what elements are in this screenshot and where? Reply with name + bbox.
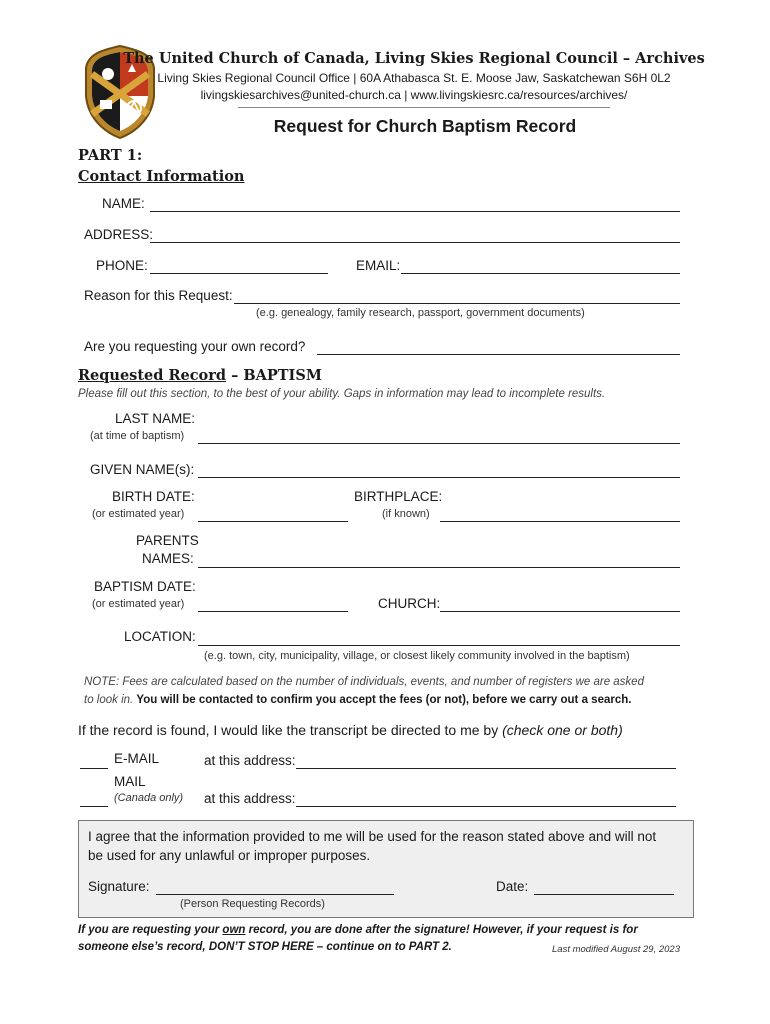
form-title: Request for Church Baptism Record	[273, 116, 577, 136]
name-field[interactable]	[150, 211, 680, 212]
baptism-date-hint: (or estimated year)	[92, 598, 185, 610]
last-modified: Last modified August 29, 2023	[552, 944, 680, 955]
mail-option-checkbox[interactable]	[80, 806, 108, 807]
address-label: ADDRESS:	[84, 227, 154, 242]
given-names-field[interactable]	[198, 477, 680, 478]
org-title: The United Church of Canada, Living Skies Regional Council – Archives	[123, 50, 705, 67]
parents-label-line2: NAMES:	[142, 551, 194, 566]
church-field[interactable]	[440, 611, 680, 612]
fees-note-bold: You will be contacted to confirm you accept the fees (or not), before we carry out a search.	[136, 694, 632, 706]
fees-note-italic: to look in.	[84, 694, 137, 706]
given-names-label: GIVEN NAME(s):	[90, 462, 195, 477]
part1-label: PART 1:	[78, 147, 143, 164]
signature-field[interactable]	[156, 894, 394, 895]
agreement-line1: I agree that the information provided to me will be used for the reason stated above and will not	[88, 829, 657, 844]
mail-delivery-address-field[interactable]	[296, 806, 676, 807]
own-record-field[interactable]	[317, 354, 680, 355]
location-field[interactable]	[198, 645, 680, 646]
fees-note-line1: NOTE: Fees are calculated based on the number of individuals, events, and number of registers we are asked	[84, 676, 644, 688]
mail-at-address-label: at this address:	[204, 791, 296, 806]
email-option-checkbox[interactable]	[80, 768, 108, 769]
reason-hint: (e.g. genealogy, family research, passport, government documents)	[256, 307, 585, 319]
office-address: Living Skies Regional Council Office | 60A Athabasca St. E. Moose Jaw, Saskatchewan S6H 0L2	[157, 71, 671, 85]
email-label: EMAIL:	[356, 258, 401, 273]
birth-date-label: BIRTH DATE:	[112, 489, 195, 504]
reason-field[interactable]	[234, 303, 680, 304]
requested-record-heading	[78, 367, 322, 384]
parents-label-line1: PARENTS	[136, 533, 199, 548]
phone-label: PHONE:	[96, 258, 148, 273]
fees-note-line2	[84, 694, 631, 706]
own-record-label: Are you requesting your own record?	[84, 339, 306, 354]
contact-line: livingskiesarchives@united-church.ca | www.livingskiesrc.ca/resources/archives/	[200, 88, 628, 102]
header-divider	[238, 107, 610, 108]
mail-option-hint: (Canada only)	[114, 792, 184, 804]
signature-hint: (Person Requesting Records)	[180, 898, 325, 910]
delivery-prompt	[78, 722, 623, 738]
name-label: NAME:	[102, 196, 145, 211]
birth-date-field[interactable]	[198, 521, 348, 522]
date-field[interactable]	[534, 894, 674, 895]
signature-label: Signature:	[88, 879, 150, 894]
footer-line1-a: If you are requesting your	[78, 924, 223, 936]
birthplace-label: BIRTHPLACE:	[354, 489, 443, 504]
delivery-prompt-hint: (check one or both)	[502, 722, 623, 738]
birthplace-field[interactable]	[440, 521, 680, 522]
baptism-text: – BAPTISM	[226, 367, 322, 384]
delivery-prompt-text: If the record is found, I would like the transcript be directed to me by	[78, 722, 503, 738]
footer-line2: someone else’s record, DON’T STOP HERE – continue on to PART 2.	[78, 941, 452, 953]
church-label: CHURCH:	[378, 596, 441, 611]
birthplace-hint: (if known)	[382, 508, 430, 520]
address-field[interactable]	[150, 242, 680, 243]
mail-option-label: MAIL	[114, 774, 146, 789]
last-name-hint: (at time of baptism)	[90, 430, 185, 442]
agreement-line2: be used for any unlawful or improper purposes.	[88, 848, 371, 863]
baptism-date-label: BAPTISM DATE:	[94, 579, 196, 594]
footer-line1-b: record, you are done after the signature! However, if your request is for	[245, 924, 638, 936]
date-label: Date:	[496, 879, 529, 894]
footer-line1-own: own	[222, 924, 246, 936]
parents-names-field[interactable]	[198, 567, 680, 568]
record-instructions: Please fill out this section, to the best of your ability. Gaps in information may lead to incomplete results.	[78, 388, 606, 400]
contact-info-heading: Contact Information	[78, 168, 245, 185]
baptism-date-field[interactable]	[198, 611, 348, 612]
last-name-label: LAST NAME:	[115, 411, 196, 426]
location-label: LOCATION:	[124, 629, 196, 644]
requested-record-text: Requested Record	[78, 367, 227, 384]
email-option-label: E-MAIL	[114, 751, 160, 766]
last-name-field[interactable]	[198, 443, 680, 444]
email-delivery-address-field[interactable]	[296, 768, 676, 769]
email-at-address-label: at this address:	[204, 753, 296, 768]
footer-line1	[78, 924, 638, 936]
reason-label: Reason for this Request:	[84, 288, 233, 303]
location-hint: (e.g. town, city, municipality, village, or closest likely community involved in the baptism)	[204, 650, 630, 662]
phone-field[interactable]	[150, 273, 328, 274]
birth-date-hint: (or estimated year)	[92, 508, 185, 520]
email-field[interactable]	[401, 273, 680, 274]
